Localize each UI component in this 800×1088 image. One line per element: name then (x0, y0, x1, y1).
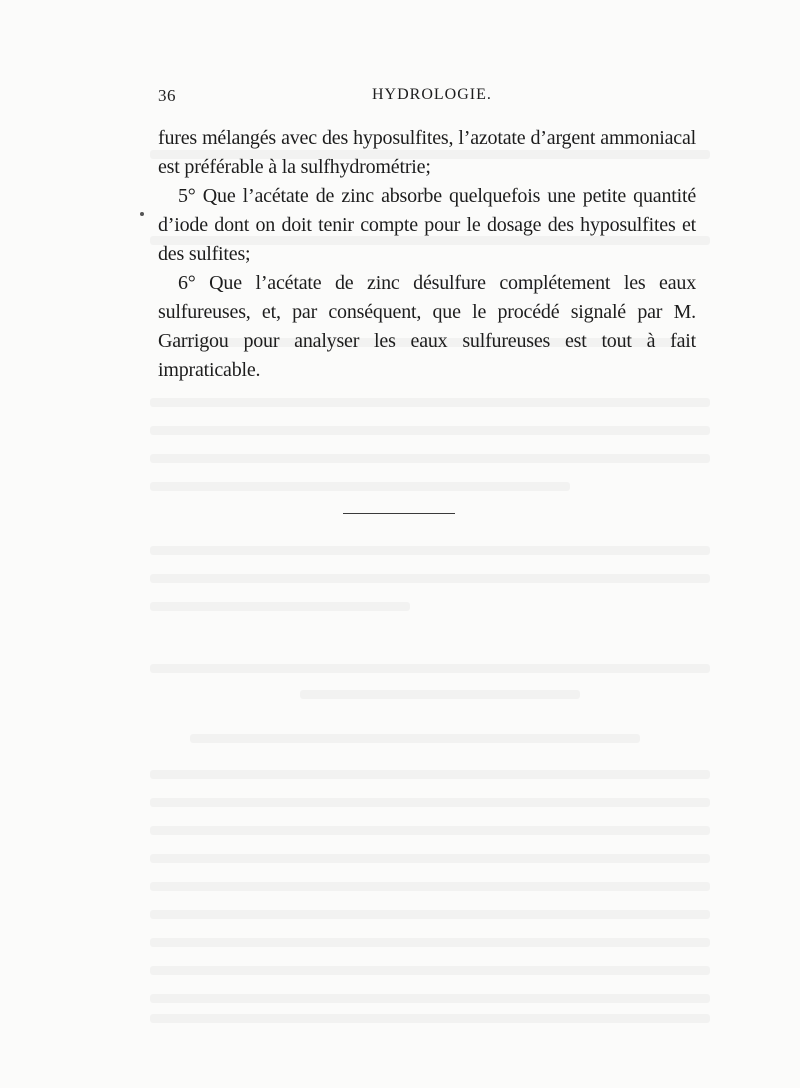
paragraph: fures mélangés avec des hyposulfites, l’azotate d’argent ammoniacal est préférable à la sulfhydrométrie; (158, 127, 696, 178)
show-through-line (150, 602, 410, 611)
running-head: HYDROLOGIE. (372, 86, 492, 103)
show-through-line (150, 938, 710, 947)
show-through-line (150, 966, 710, 975)
page-header (158, 86, 698, 110)
show-through-line (150, 882, 710, 891)
show-through-line (150, 770, 710, 779)
show-through-line (150, 426, 710, 435)
page-number: 36 (158, 86, 176, 105)
show-through-line (150, 454, 710, 463)
show-through-line (150, 1014, 710, 1023)
show-through-line (150, 826, 710, 835)
section-divider-rule (343, 513, 455, 514)
show-through-line (150, 664, 710, 673)
show-through-line (150, 798, 710, 807)
show-through-line (150, 994, 710, 1003)
show-through-line (150, 546, 710, 555)
show-through-line (150, 854, 710, 863)
paragraph: 6° Que l’acétate de zinc désulfure complétement les eaux sulfureuses, et, par conséquent, que le procédé signalé par M. Garrigou pour analyser les eaux sulfureuses est tout à fait impraticable. (158, 272, 696, 381)
show-through-line (190, 734, 640, 743)
paragraph: 5° Que l’acétate de zinc absorbe quelquefois une petite quantité d’iode dont on doit tenir compte pour le dosage des hyposulfites et des sulfites; (158, 185, 696, 265)
show-through-line (300, 690, 580, 699)
show-through-line (150, 482, 570, 491)
show-through-line (150, 574, 710, 583)
show-through-line (150, 398, 710, 407)
margin-mark (140, 212, 144, 216)
body-text (158, 124, 696, 385)
show-through-line (150, 910, 710, 919)
